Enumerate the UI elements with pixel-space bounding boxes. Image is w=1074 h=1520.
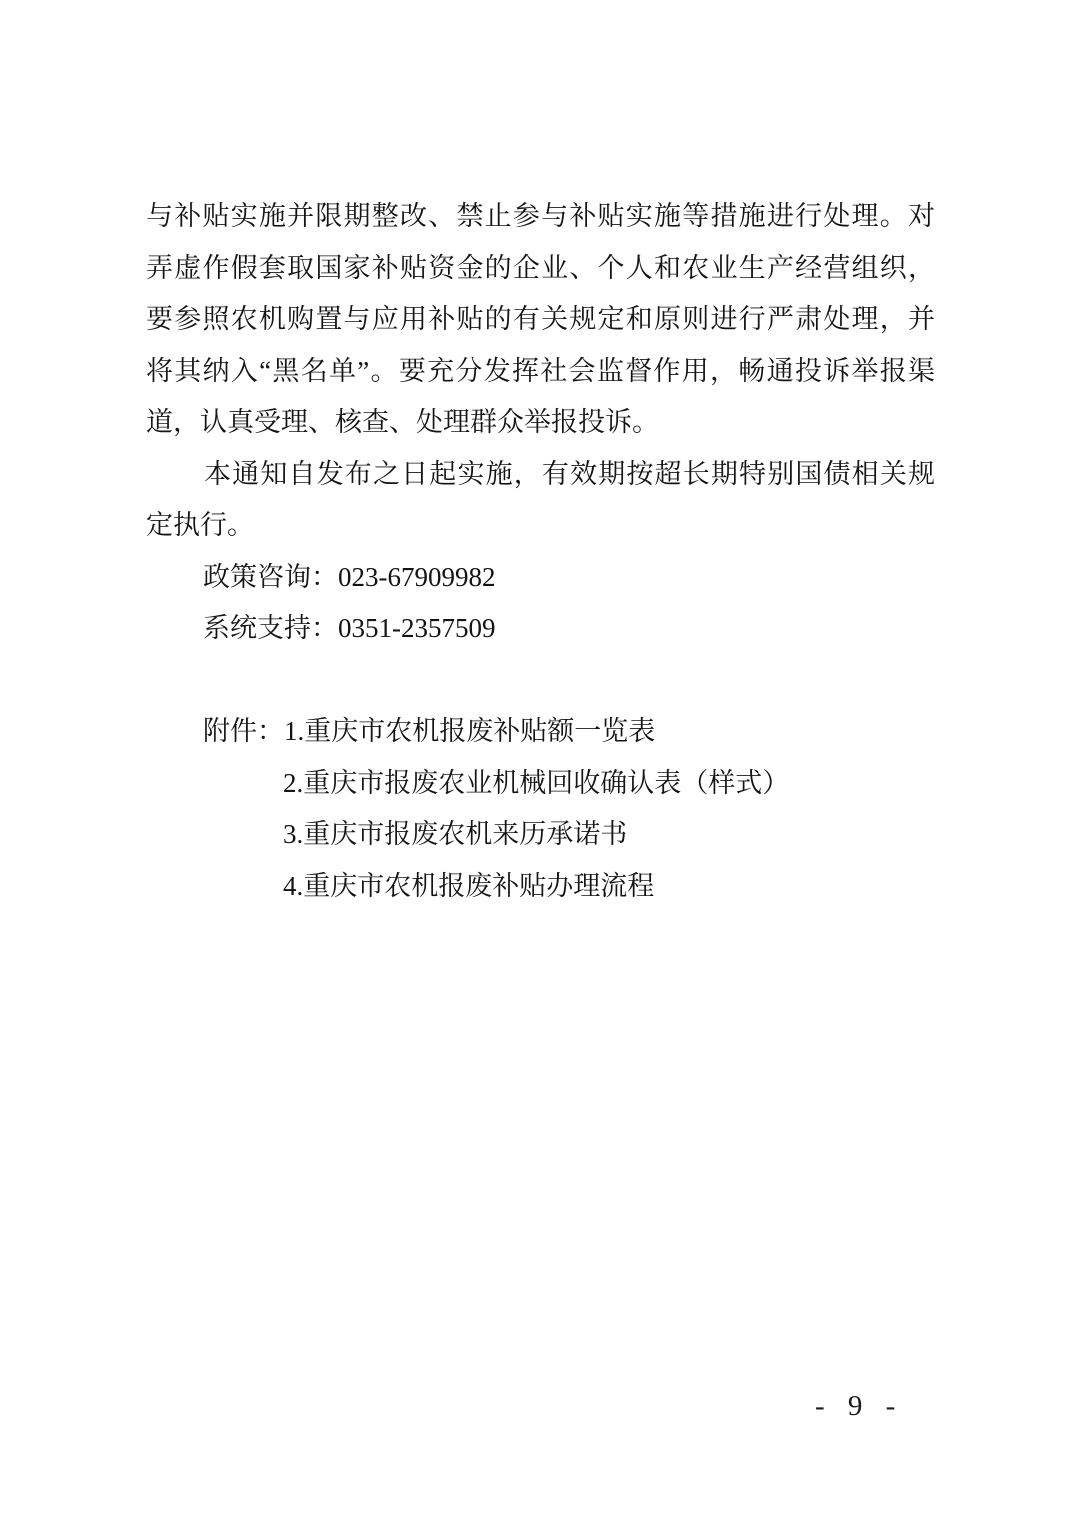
document-body <box>146 191 935 912</box>
body-line-4: 将其纳入“黑名单”。要充分发挥社会监督作用，畅通投诉举报渠 <box>146 355 935 386</box>
effective-date-line-1: 本通知自发布之日起实施，有效期按超长期特别国债相关规 <box>204 458 935 489</box>
body-line-3: 要参照农机购置与应用补贴的有关规定和原则进行严肃处理，并 <box>146 304 935 334</box>
contact-support-line: 系统支持：0351-2357509 <box>203 613 496 643</box>
page-number: - 9 - <box>815 1390 899 1422</box>
effective-date-line-2: 定执行。 <box>146 510 254 540</box>
body-line-2: 弄虚作假套取国家补贴资金的企业、个人和农业生产经营组织， <box>146 252 935 283</box>
body-line-5: 道，认真受理、核查、处理群众举报投诉。 <box>146 407 659 437</box>
contact-policy-line: 政策咨询：023-67909982 <box>203 561 496 592</box>
attachment-heading-line: 附件：1.重庆市农机报废补贴额一览表 <box>203 716 656 746</box>
blank-line <box>146 655 935 707</box>
body-line-1: 与补贴实施并限期整改、禁止参与补贴实施等措施进行处理。对 <box>146 201 935 231</box>
attachment-item-3: 3.重庆市报废农机来历承诺书 <box>283 819 628 849</box>
attachment-item-2: 2.重庆市报废农业机械回收确认表（样式） <box>283 767 790 798</box>
attachment-item-4: 4.重庆市农机报废补贴办理流程 <box>283 870 655 901</box>
